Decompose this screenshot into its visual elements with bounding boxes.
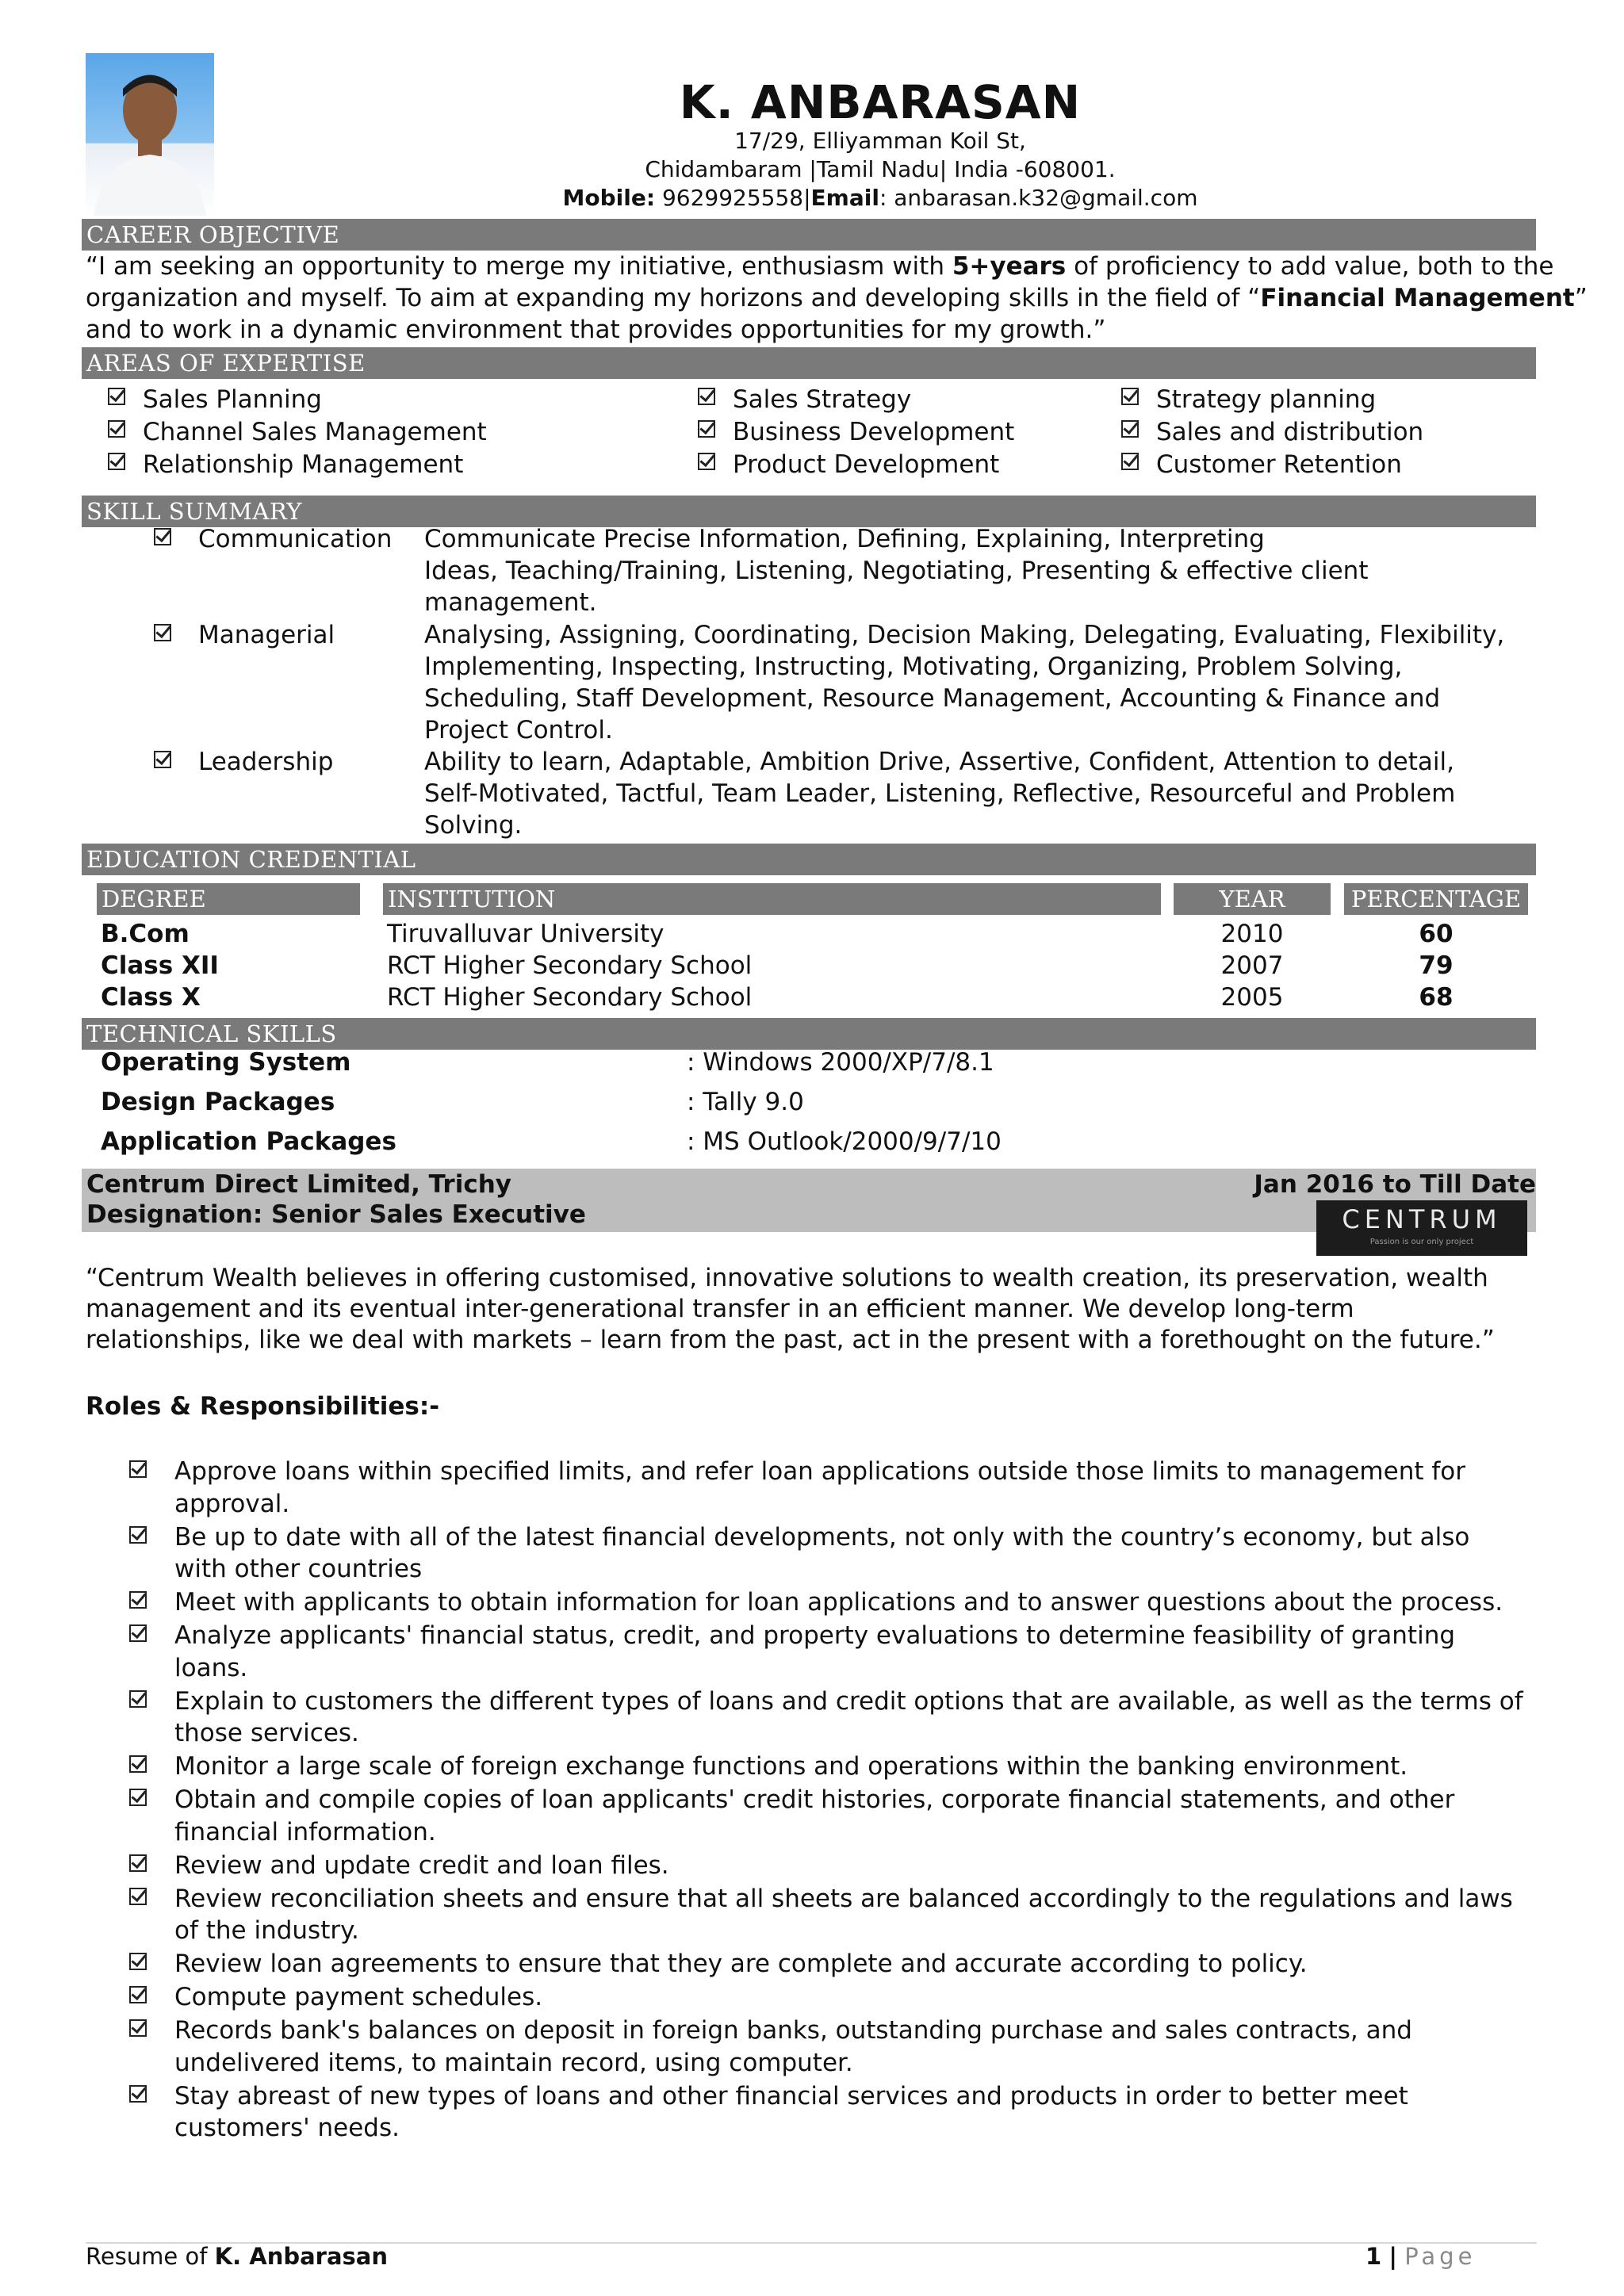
role-item-line: Meet with applicants to obtain information for loan applications and to answer questions about the process. (174, 1588, 1503, 1617)
skill-description-line: Ideas, Teaching/Training, Listening, Negotiating, Presenting & effective client (424, 557, 1369, 585)
checkbox-ticked-icon (129, 1854, 147, 1872)
tech-skill-value: : Tally 9.0 (687, 1088, 804, 1116)
employment-period: Jan 2016 to Till Date (1254, 1170, 1536, 1199)
skill-description-line: Self-Motivated, Tactful, Team Leader, Listening, Reflective, Resourceful and Problem (424, 779, 1456, 808)
checkbox-ticked-icon (108, 453, 125, 470)
skill-description-line: Project Control. (424, 716, 613, 744)
role-item-line: Compute payment schedules. (174, 1983, 543, 2011)
section-title: EDUCATION CREDENTIAL (86, 846, 416, 873)
expertise-item: Relationship Management (143, 450, 464, 479)
section-title: TECHNICAL SKILLS (86, 1020, 337, 1047)
checkbox-ticked-icon (698, 388, 715, 405)
checkbox-ticked-icon (108, 420, 125, 438)
edu-percentage: 68 (1419, 983, 1454, 1012)
section-education (82, 844, 1536, 875)
company-about-1: “Centrum Wealth believes in offering customised, innovative solutions to wealth creation, its preservation, wealth (86, 1264, 1488, 1292)
edu-degree: B.Com (101, 920, 190, 948)
checkbox-ticked-icon (154, 751, 171, 768)
checkbox-ticked-icon (129, 2085, 147, 2103)
expertise-item: Product Development (733, 450, 1000, 479)
edu-header-degree: DEGREE (97, 883, 360, 915)
skill-name: Leadership (198, 748, 334, 776)
role-item-line: Analyze applicants' financial status, credit, and property evaluations to determine feasibility of granting (174, 1621, 1456, 1650)
role-item-line: Monitor a large scale of foreign exchange functions and operations within the banking environment. (174, 1752, 1408, 1781)
section-areas-of-expertise (82, 347, 1536, 379)
roles-title: Roles & Responsibilities:- (86, 1392, 440, 1421)
mobile-label: Mobile: (562, 185, 656, 211)
role-item-line: with other countries (174, 1555, 423, 1583)
section-title: CAREER OBJECTIVE (86, 221, 340, 248)
checkbox-ticked-icon (129, 1755, 147, 1773)
tech-skill-label: Application Packages (101, 1127, 396, 1156)
checkbox-ticked-icon (129, 2019, 147, 2037)
edu-header-percentage: PERCENTAGE (1344, 883, 1528, 915)
checkbox-ticked-icon (129, 1624, 147, 1642)
role-item-line: customers' needs. (174, 2114, 400, 2142)
company-name: Centrum Direct Limited, Trichy (86, 1170, 511, 1199)
checkbox-ticked-icon (129, 1690, 147, 1708)
role-item-line: of the industry. (174, 1916, 359, 1945)
edu-institution: RCT Higher Secondary School (387, 983, 753, 1012)
skill-description-line: Ability to learn, Adaptable, Ambition Drive, Assertive, Confident, Attention to detail, (424, 748, 1454, 776)
edu-header-institution: INSTITUTION (383, 883, 1161, 915)
role-item-line: Records bank's balances on deposit in foreign banks, outstanding purchase and sales contracts, and (174, 2016, 1412, 2045)
expertise-item: Sales Strategy (733, 385, 912, 414)
edu-header-year: YEAR (1174, 883, 1331, 915)
footer-name: K. Anbarasan (214, 2243, 389, 2270)
candidate-name: K. ANBARASAN (679, 75, 1082, 129)
page-word: Page (1404, 2243, 1477, 2270)
edu-percentage: 79 (1419, 951, 1454, 980)
edu-degree: Class XII (101, 951, 219, 980)
address-line-1: 17/29, Elliyamman Koil St, (734, 128, 1026, 154)
skill-description-line: Scheduling, Staff Development, Resource Management, Accounting & Finance and (424, 684, 1441, 713)
role-item-line: loans. (174, 1653, 248, 1682)
checkbox-ticked-icon (129, 1460, 147, 1478)
expertise-item: Customer Retention (1156, 450, 1402, 479)
section-title: AREAS OF EXPERTISE (86, 350, 366, 377)
section-technical-skills (82, 1018, 1536, 1050)
edu-year: 2005 (1220, 983, 1284, 1012)
role-item-line: Review reconciliation sheets and ensure that all sheets are balanced accordingly to the regulations and laws (174, 1884, 1513, 1913)
skill-description-line: Solving. (424, 811, 523, 840)
edu-percentage: 60 (1419, 920, 1454, 948)
skill-description-line: Implementing, Inspecting, Instructing, Motivating, Organizing, Problem Solving, (424, 652, 1403, 681)
skill-description-line: Analysing, Assigning, Coordinating, Decision Making, Delegating, Evaluating, Flexibility, (424, 621, 1505, 649)
section-skill-summary (82, 496, 1536, 527)
skill-description-line: Communicate Precise Information, Defining, Explaining, Interpreting (424, 525, 1265, 553)
edu-year: 2010 (1220, 920, 1284, 948)
expertise-item: Channel Sales Management (143, 418, 487, 446)
expertise-item: Business Development (733, 418, 1015, 446)
skill-description-line: management. (424, 588, 597, 617)
edu-institution: RCT Higher Secondary School (387, 951, 753, 980)
checkbox-ticked-icon (129, 1953, 147, 1970)
company-about-3: relationships, like we deal with markets – learn from the past, act in the present with a forethought on the future.” (86, 1326, 1495, 1354)
role-item-line: financial information. (174, 1817, 436, 1846)
company-about-2: management and its eventual inter-generational transfer in an efficient manner. We develop long-term (86, 1295, 1354, 1323)
role-item-line: Be up to date with all of the latest financial developments, not only with the country’s economy, but also (174, 1522, 1470, 1552)
checkbox-ticked-icon (698, 453, 715, 470)
edu-degree: Class X (101, 983, 201, 1012)
checkbox-ticked-icon (1121, 420, 1139, 438)
edu-year: 2007 (1220, 951, 1284, 980)
tech-skill-label: Design Packages (101, 1088, 335, 1116)
checkbox-ticked-icon (129, 1986, 147, 2003)
designation: Designation: Senior Sales Executive (86, 1200, 586, 1229)
contact-line: Mobile: 9629925558|Email: anbarasan.k32@gmail.com (562, 185, 1198, 211)
tech-skill-label: Operating System (101, 1048, 351, 1077)
section-title: SKILL SUMMARY (86, 498, 302, 525)
checkbox-ticked-icon (698, 420, 715, 438)
skill-name: Managerial (198, 621, 335, 649)
page-number: 1 (1365, 2243, 1382, 2270)
expertise-item: Strategy planning (1156, 385, 1377, 414)
edu-institution: Tiruvalluvar University (387, 920, 665, 948)
mobile-number: 9629925558 (661, 185, 804, 211)
centrum-logo: CENTRUM Passion is our only project (1316, 1200, 1527, 1256)
role-item-line: Review loan agreements to ensure that they are complete and accurate according to policy. (174, 1950, 1308, 1978)
checkbox-ticked-icon (1121, 388, 1139, 405)
role-item-line: those services. (174, 1719, 359, 1747)
section-career-objective (82, 219, 1536, 251)
objective-line-2: organization and myself. To aim at expanding my horizons and developing skills in the field of “Financial Management” (86, 284, 1588, 312)
checkbox-ticked-icon (129, 1526, 147, 1544)
field-highlight: Financial Management (1260, 284, 1575, 312)
checkbox-ticked-icon (1121, 453, 1139, 470)
role-item-line: approval. (174, 1489, 290, 1518)
checkbox-ticked-icon (154, 624, 171, 641)
checkbox-ticked-icon (129, 1789, 147, 1806)
email-label: Email (810, 185, 879, 211)
role-item-line: undelivered items, to maintain record, using computer. (174, 2048, 853, 2077)
role-item-line: Review and update credit and loan files. (174, 1850, 669, 1880)
expertise-item: Sales and distribution (1156, 418, 1424, 446)
footer-page: 1 | Page (1365, 2243, 1477, 2270)
tech-skill-value: : Windows 2000/XP/7/8.1 (687, 1048, 994, 1077)
role-item-line: Stay abreast of new types of loans and other financial services and products in order to better meet (174, 2081, 1408, 2110)
objective-line-1: “I am seeking an opportunity to merge my initiative, enthusiasm with 5+years of proficiency to add value, both to the (86, 252, 1554, 281)
checkbox-ticked-icon (129, 1591, 147, 1609)
role-item-line: Obtain and compile copies of loan applicants' credit histories, corporate financial statements, and other (174, 1785, 1455, 1814)
tech-skill-value: : MS Outlook/2000/9/7/10 (687, 1127, 1002, 1156)
objective-line-3: and to work in a dynamic environment that provides opportunities for my growth.” (86, 316, 1106, 344)
checkbox-ticked-icon (108, 388, 125, 405)
expertise-item: Sales Planning (143, 385, 322, 414)
skill-name: Communication (198, 525, 393, 553)
checkbox-ticked-icon (154, 528, 171, 545)
address-line-2: Chidambaram |Tamil Nadu| India -608001. (645, 156, 1116, 182)
footer-left: Resume of K. Anbarasan (86, 2243, 389, 2270)
role-item-line: Explain to customers the different types of loans and credit options that are available, as well as the terms of (174, 1686, 1523, 1716)
checkbox-ticked-icon (129, 1888, 147, 1905)
role-item-line: Approve loans within specified limits, and refer loan applications outside those limits to management for (174, 1457, 1465, 1486)
email-address: : anbarasan.k32@gmail.com (879, 185, 1198, 211)
years-highlight: 5+years (952, 252, 1067, 281)
